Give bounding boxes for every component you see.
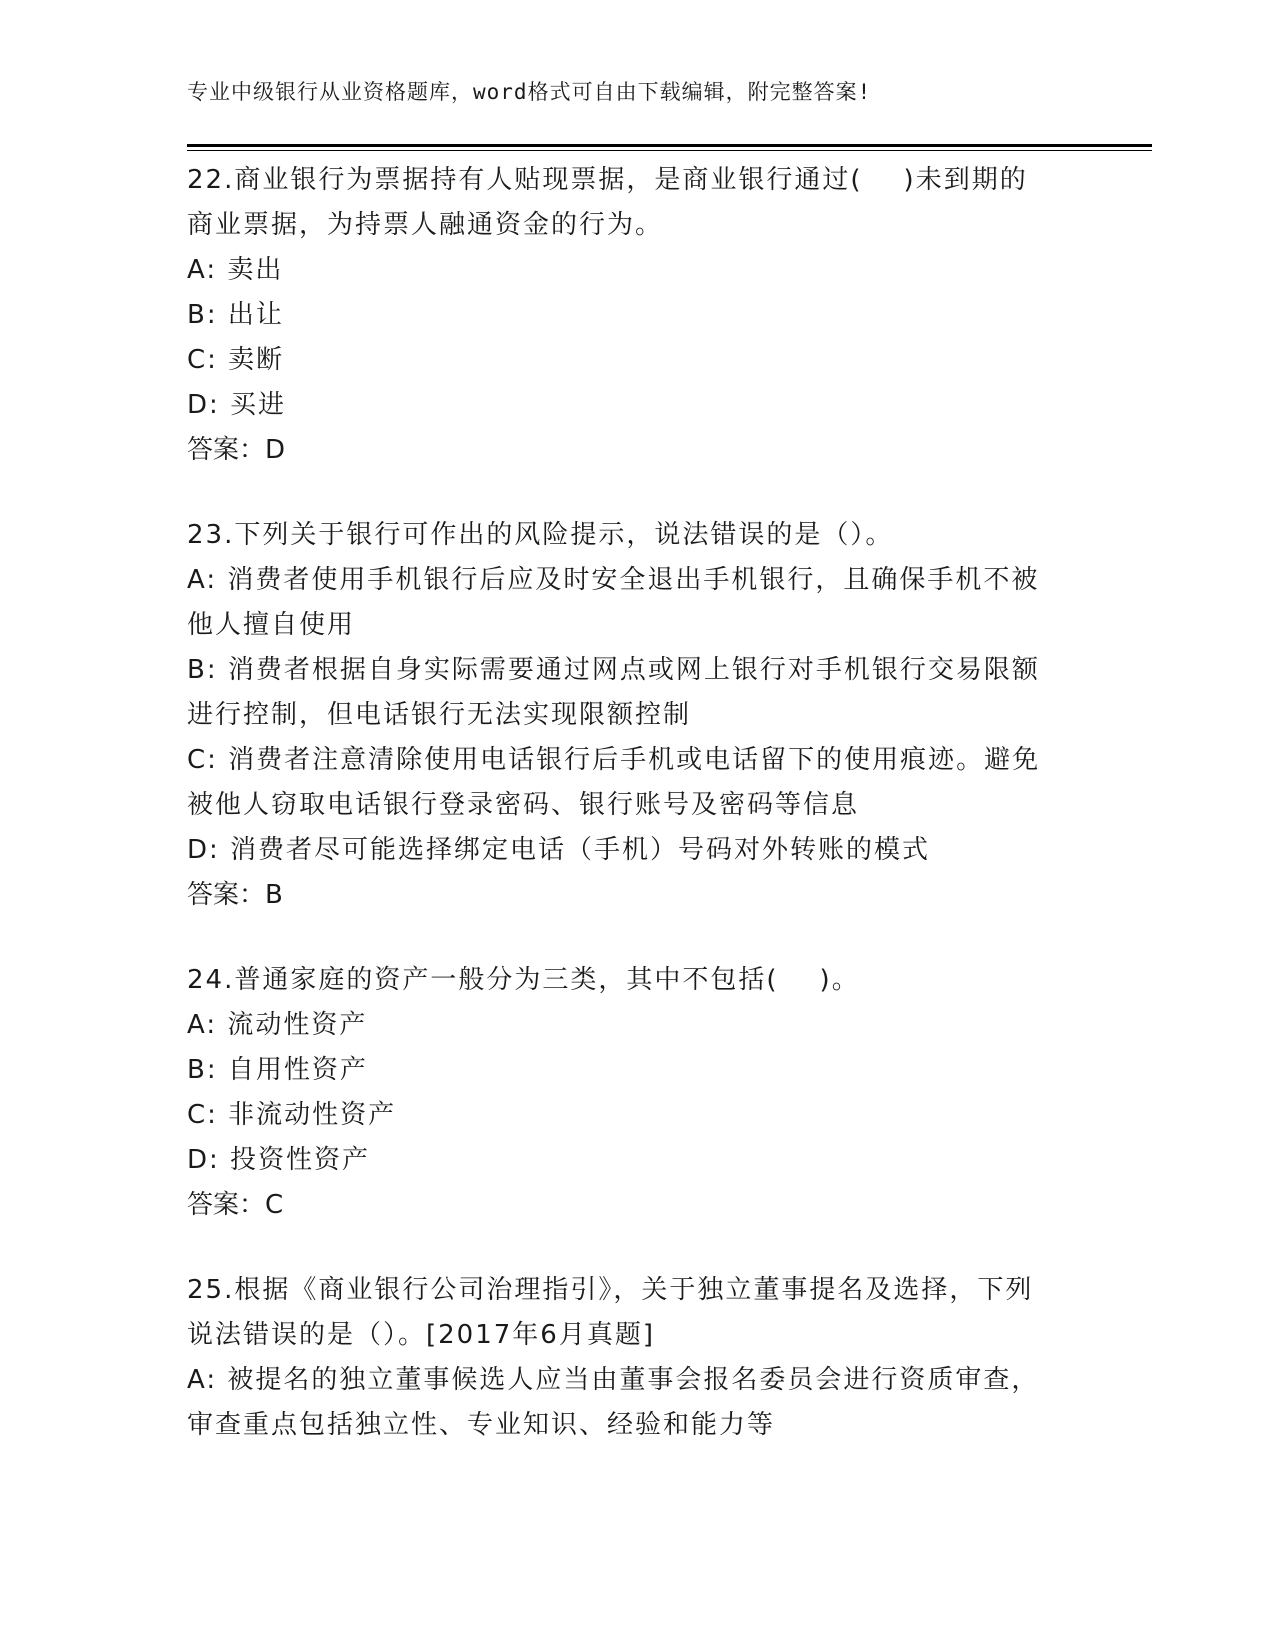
option-d: D: 买进 — [187, 390, 287, 420]
question-23 — [187, 513, 1087, 918]
option-a: A: 流动性资产 — [187, 1010, 368, 1040]
question-stem-line: 23.下列关于银行可作出的风险提示，说法错误的是（）。 — [187, 520, 894, 550]
answer-line: 答案：B — [187, 880, 283, 910]
option-a: A: 被提名的独立董事候选人应当由董事会报名委员会进行资质审查， — [187, 1365, 1040, 1395]
question-24 — [187, 958, 1087, 1228]
question-22 — [187, 158, 1087, 473]
option-d: D: 消费者尽可能选择绑定电话（手机）号码对外转账的模式 — [187, 835, 931, 865]
option-b: B: 出让 — [187, 300, 284, 330]
question-25 — [187, 1268, 1087, 1448]
question-stem-line: 24.普通家庭的资产一般分为三类，其中不包括( )。 — [187, 965, 860, 995]
option-a-continued: 他人擅自使用 — [187, 610, 356, 640]
option-c: C: 消费者注意清除使用电话银行后手机或电话留下的使用痕迹。避免 — [187, 745, 1041, 775]
option-b: B: 消费者根据自身实际需要通过网点或网上银行对手机银行交易限额 — [187, 655, 1040, 685]
question-stem-line: 25.根据《商业银行公司治理指引》，关于独立董事提名及选择，下列 — [187, 1275, 1034, 1305]
option-a: A: 消费者使用手机银行后应及时安全退出手机银行，且确保手机不被 — [187, 565, 1040, 595]
answer-line: 答案：D — [187, 435, 286, 465]
option-c: C: 非流动性资产 — [187, 1100, 397, 1130]
question-stem-line: 说法错误的是（）。[2017年6月真题] — [187, 1320, 655, 1350]
option-c-continued: 被他人窃取电话银行登录密码、银行账号及密码等信息 — [187, 790, 860, 820]
option-b-continued: 进行控制，但电话银行无法实现限额控制 — [187, 700, 692, 730]
option-d: D: 投资性资产 — [187, 1145, 371, 1175]
header-rule-thin — [187, 150, 1152, 151]
question-stem-line: 商业票据，为持票人融通资金的行为。 — [187, 210, 664, 240]
header-rule-thick — [187, 144, 1152, 147]
answer-line: 答案：C — [187, 1190, 284, 1220]
option-b: B: 自用性资产 — [187, 1055, 368, 1085]
option-a: A: 卖出 — [187, 255, 284, 285]
option-c: C: 卖断 — [187, 345, 285, 375]
page-header: 专业中级银行从业资格题库，word格式可自由下载编辑，附完整答案! — [187, 80, 872, 104]
option-a-continued: 审查重点包括独立性、专业知识、经验和能力等 — [187, 1410, 776, 1440]
question-list — [187, 158, 1087, 1448]
question-stem-line: 22.商业银行为票据持有人贴现票据，是商业银行通过( )未到期的 — [187, 165, 1028, 195]
